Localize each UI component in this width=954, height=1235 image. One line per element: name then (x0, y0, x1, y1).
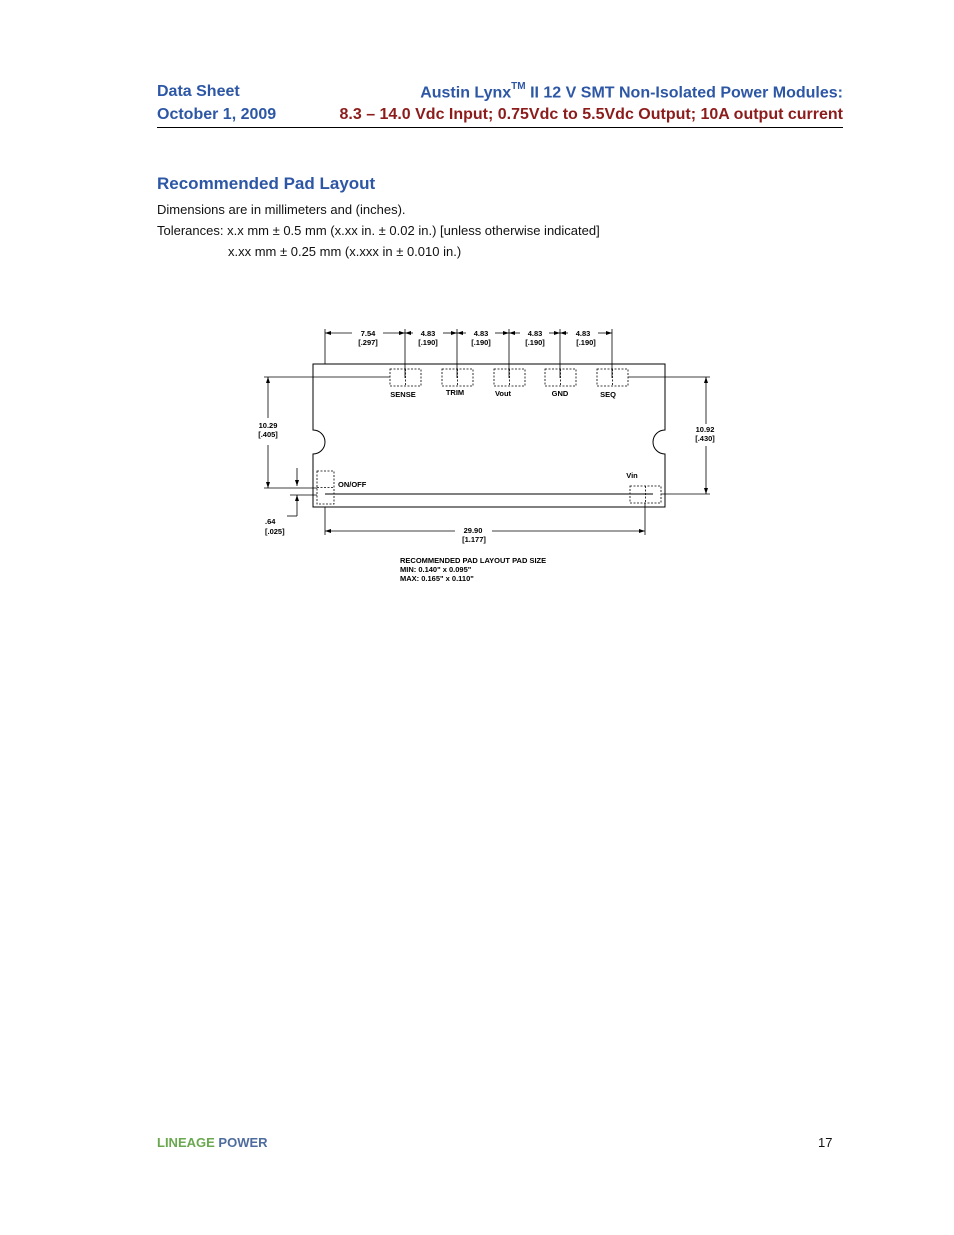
footer-brand (157, 1135, 268, 1150)
dim-pitch-4-mm: 4.83 (575, 329, 591, 338)
dim-offset-mm: .64 (265, 517, 276, 526)
dim-left-in: [.297] (358, 338, 378, 347)
note-tolerance-2: x.xx mm ± 0.25 mm (x.xxx in ± 0.010 in.) (228, 244, 462, 259)
pad-label-vout: Vout (494, 389, 512, 398)
dim-width-in: [1.177] (462, 535, 486, 544)
dim-pitch-3-in: [.190] (525, 338, 545, 347)
header-product-spec: 8.3 – 14.0 Vdc Input; 0.75Vdc to 5.5Vdc Output; 10A output current (339, 106, 843, 123)
note-units: Dimensions are in millimeters and (inches). (157, 202, 406, 217)
header-product-series: II 12 V SMT Non-Isolated Power Modules: (525, 84, 843, 102)
footer-brand-lineage: LINEAGE (157, 1135, 215, 1150)
dim-height-left-mm: 10.29 (258, 421, 278, 430)
pad-size-title: RECOMMENDED PAD LAYOUT PAD SIZE (400, 556, 547, 565)
pad-label-trim: TRIM (445, 388, 465, 397)
dim-width-mm: 29.90 (463, 526, 483, 535)
dim-height-left-in: [.405] (258, 430, 278, 439)
header-doc-type: Data Sheet (157, 83, 240, 100)
dim-height-right-in: [.430] (695, 434, 715, 443)
pad-size-max: MAX: 0.165" x 0.110" (400, 574, 474, 583)
dim-pitch-3-mm: 4.83 (527, 329, 543, 338)
dim-pitch-4-in: [.190] (576, 338, 596, 347)
pin-label-onoff: ON/OFF (338, 480, 367, 489)
pad-label-sense: SENSE (390, 390, 416, 399)
dim-height-right-mm: 10.92 (695, 425, 715, 434)
pad-label-seq: SEQ (600, 390, 616, 399)
dim-offset-in: [.025] (265, 527, 285, 536)
dim-pitch-2-in: [.190] (471, 338, 491, 347)
header-date: October 1, 2009 (157, 106, 277, 123)
trademark-mark: TM (511, 81, 526, 92)
dim-left-mm: 7.54 (360, 329, 376, 338)
pad-label-gnd: GND (551, 389, 569, 398)
section-title: Recommended Pad Layout (157, 174, 376, 193)
note-tolerance-1: Tolerances: x.x mm ± 0.5 mm (x.xx in. ± 0.02 in.) [unless otherwise indicated] (157, 223, 600, 238)
pad-size-min: MIN: 0.140" x 0.095" (400, 565, 472, 574)
footer-brand-power: POWER (214, 1135, 268, 1150)
dim-pitch-2-mm: 4.83 (473, 329, 489, 338)
dim-pitch-1-in: [.190] (418, 338, 438, 347)
page-number: 17 (818, 1135, 833, 1150)
dim-pitch-1-mm: 4.83 (420, 329, 436, 338)
pin-label-vin: Vin (626, 471, 638, 480)
header-product-name: Austin Lynx (420, 84, 512, 102)
